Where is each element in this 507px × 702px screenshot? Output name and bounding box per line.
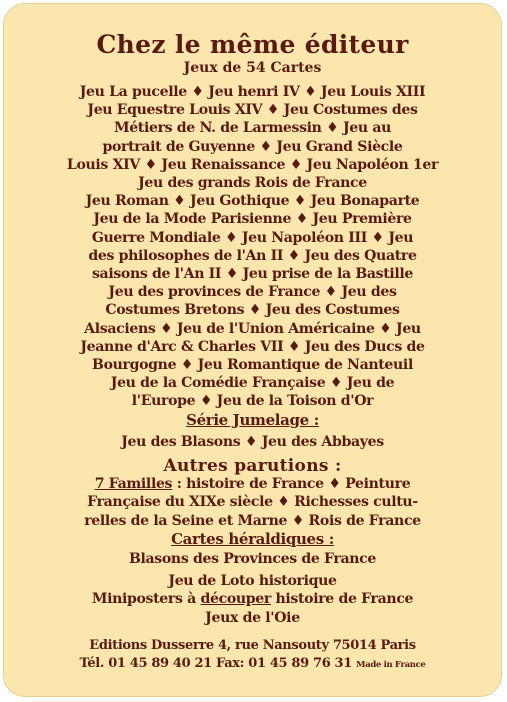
autres-line: Française du XIXe siècle ♦ Richesses cultu-	[87, 494, 418, 511]
card	[3, 3, 502, 697]
publisher-phones-line	[18, 655, 487, 674]
game-list-line: Jeu des provinces de France ♦ Jeu des	[108, 284, 397, 301]
familles-label: 7 Familles	[94, 476, 173, 493]
game-list-line: Jeu de la Mode Parisienne ♦ Jeu Première	[93, 211, 412, 228]
game-list-line: Alsaciens ♦ Jeu de l'Union Américaine ♦ Jeu	[84, 320, 421, 337]
heraldiques-line: Jeu de Loto historique	[168, 573, 337, 590]
game-list-line: portrait de Guyenne ♦ Jeu Grand Siècle	[102, 138, 403, 155]
game-list-line: Jeu Equestre Louis XIV ♦ Jeu Costumes des	[87, 102, 418, 119]
game-list-line: Jeu La pucelle ♦ Jeu henri IV ♦ Jeu Louis XIII	[79, 84, 426, 100]
game-list-line: Jeanne d'Arc & Charles VII ♦ Jeu des Ducs de	[80, 338, 425, 355]
game-list-line: Bourgogne ♦ Jeu Romantique de Nanteuil	[92, 357, 413, 374]
game-list-line: Jeu de la Comédie Française ♦ Jeu de	[110, 375, 395, 392]
game-list-line: Costumes Bretons ♦ Jeu des Costumes	[105, 302, 400, 319]
miniposters-c: histoire de France	[270, 591, 414, 608]
game-list-line: Jeu des grands Rois de France	[138, 175, 367, 192]
game-list-line: Jeu Roman ♦ Jeu Gothique ♦ Jeu Bonaparte	[85, 193, 420, 210]
serie-jumelage-items: Jeu des Blasons ♦ Jeu des Abbayes	[121, 433, 384, 450]
card-title: Chez le même éditeur	[96, 30, 409, 59]
game-list-line: Métiers de N. de Larmessin ♦ Jeu au	[113, 120, 392, 137]
game-list-line: saisons de l'An II ♦ Jeu prise de la Bastille	[91, 266, 414, 283]
serie-jumelage-heading: Série Jumelage :	[186, 410, 319, 429]
miniposters-a: Miniposters à	[91, 591, 201, 608]
game-list-line: des philosophes de l'An II ♦ Jeu des Quatre	[88, 247, 417, 264]
cartes-heraldiques-heading: Cartes héraldiques :	[171, 529, 334, 548]
familles-colon: :	[172, 476, 182, 493]
miniposters-b: découper	[200, 591, 271, 608]
game-list-line: l'Europe ♦ Jeu de la Toison d'Or	[131, 393, 374, 410]
made-in-france: Made in France	[356, 660, 426, 671]
autres-line: relles de la Seine et Marne ♦ Rois de France	[84, 512, 421, 529]
heraldiques-line: Blasons des Provinces de France	[128, 551, 377, 568]
autres-parutions-heading: Autres parutions :	[163, 456, 342, 477]
card-subtitle: Jeux de 54 Cartes	[183, 60, 322, 76]
game-list-line: Louis XIV ♦ Jeu Renaissance ♦ Jeu Napoléon 1er	[66, 156, 439, 173]
familles-rest: histoire de France ♦ Peinture	[181, 476, 411, 493]
card-body	[18, 83, 487, 674]
publisher-phones: Tél. 01 45 89 40 21 Fax: 01 45 89 76 31	[79, 656, 352, 672]
miniposters-line	[18, 590, 487, 608]
familles-line	[18, 475, 487, 493]
game-list-line: Guerre Mondiale ♦ Jeu Napoléon III ♦ Jeu	[91, 229, 414, 246]
heraldiques-line: Jeux de l'Oie	[205, 609, 300, 626]
publisher-address: Editions Dusserre 4, rue Nansouty 75014 Paris	[89, 637, 416, 653]
